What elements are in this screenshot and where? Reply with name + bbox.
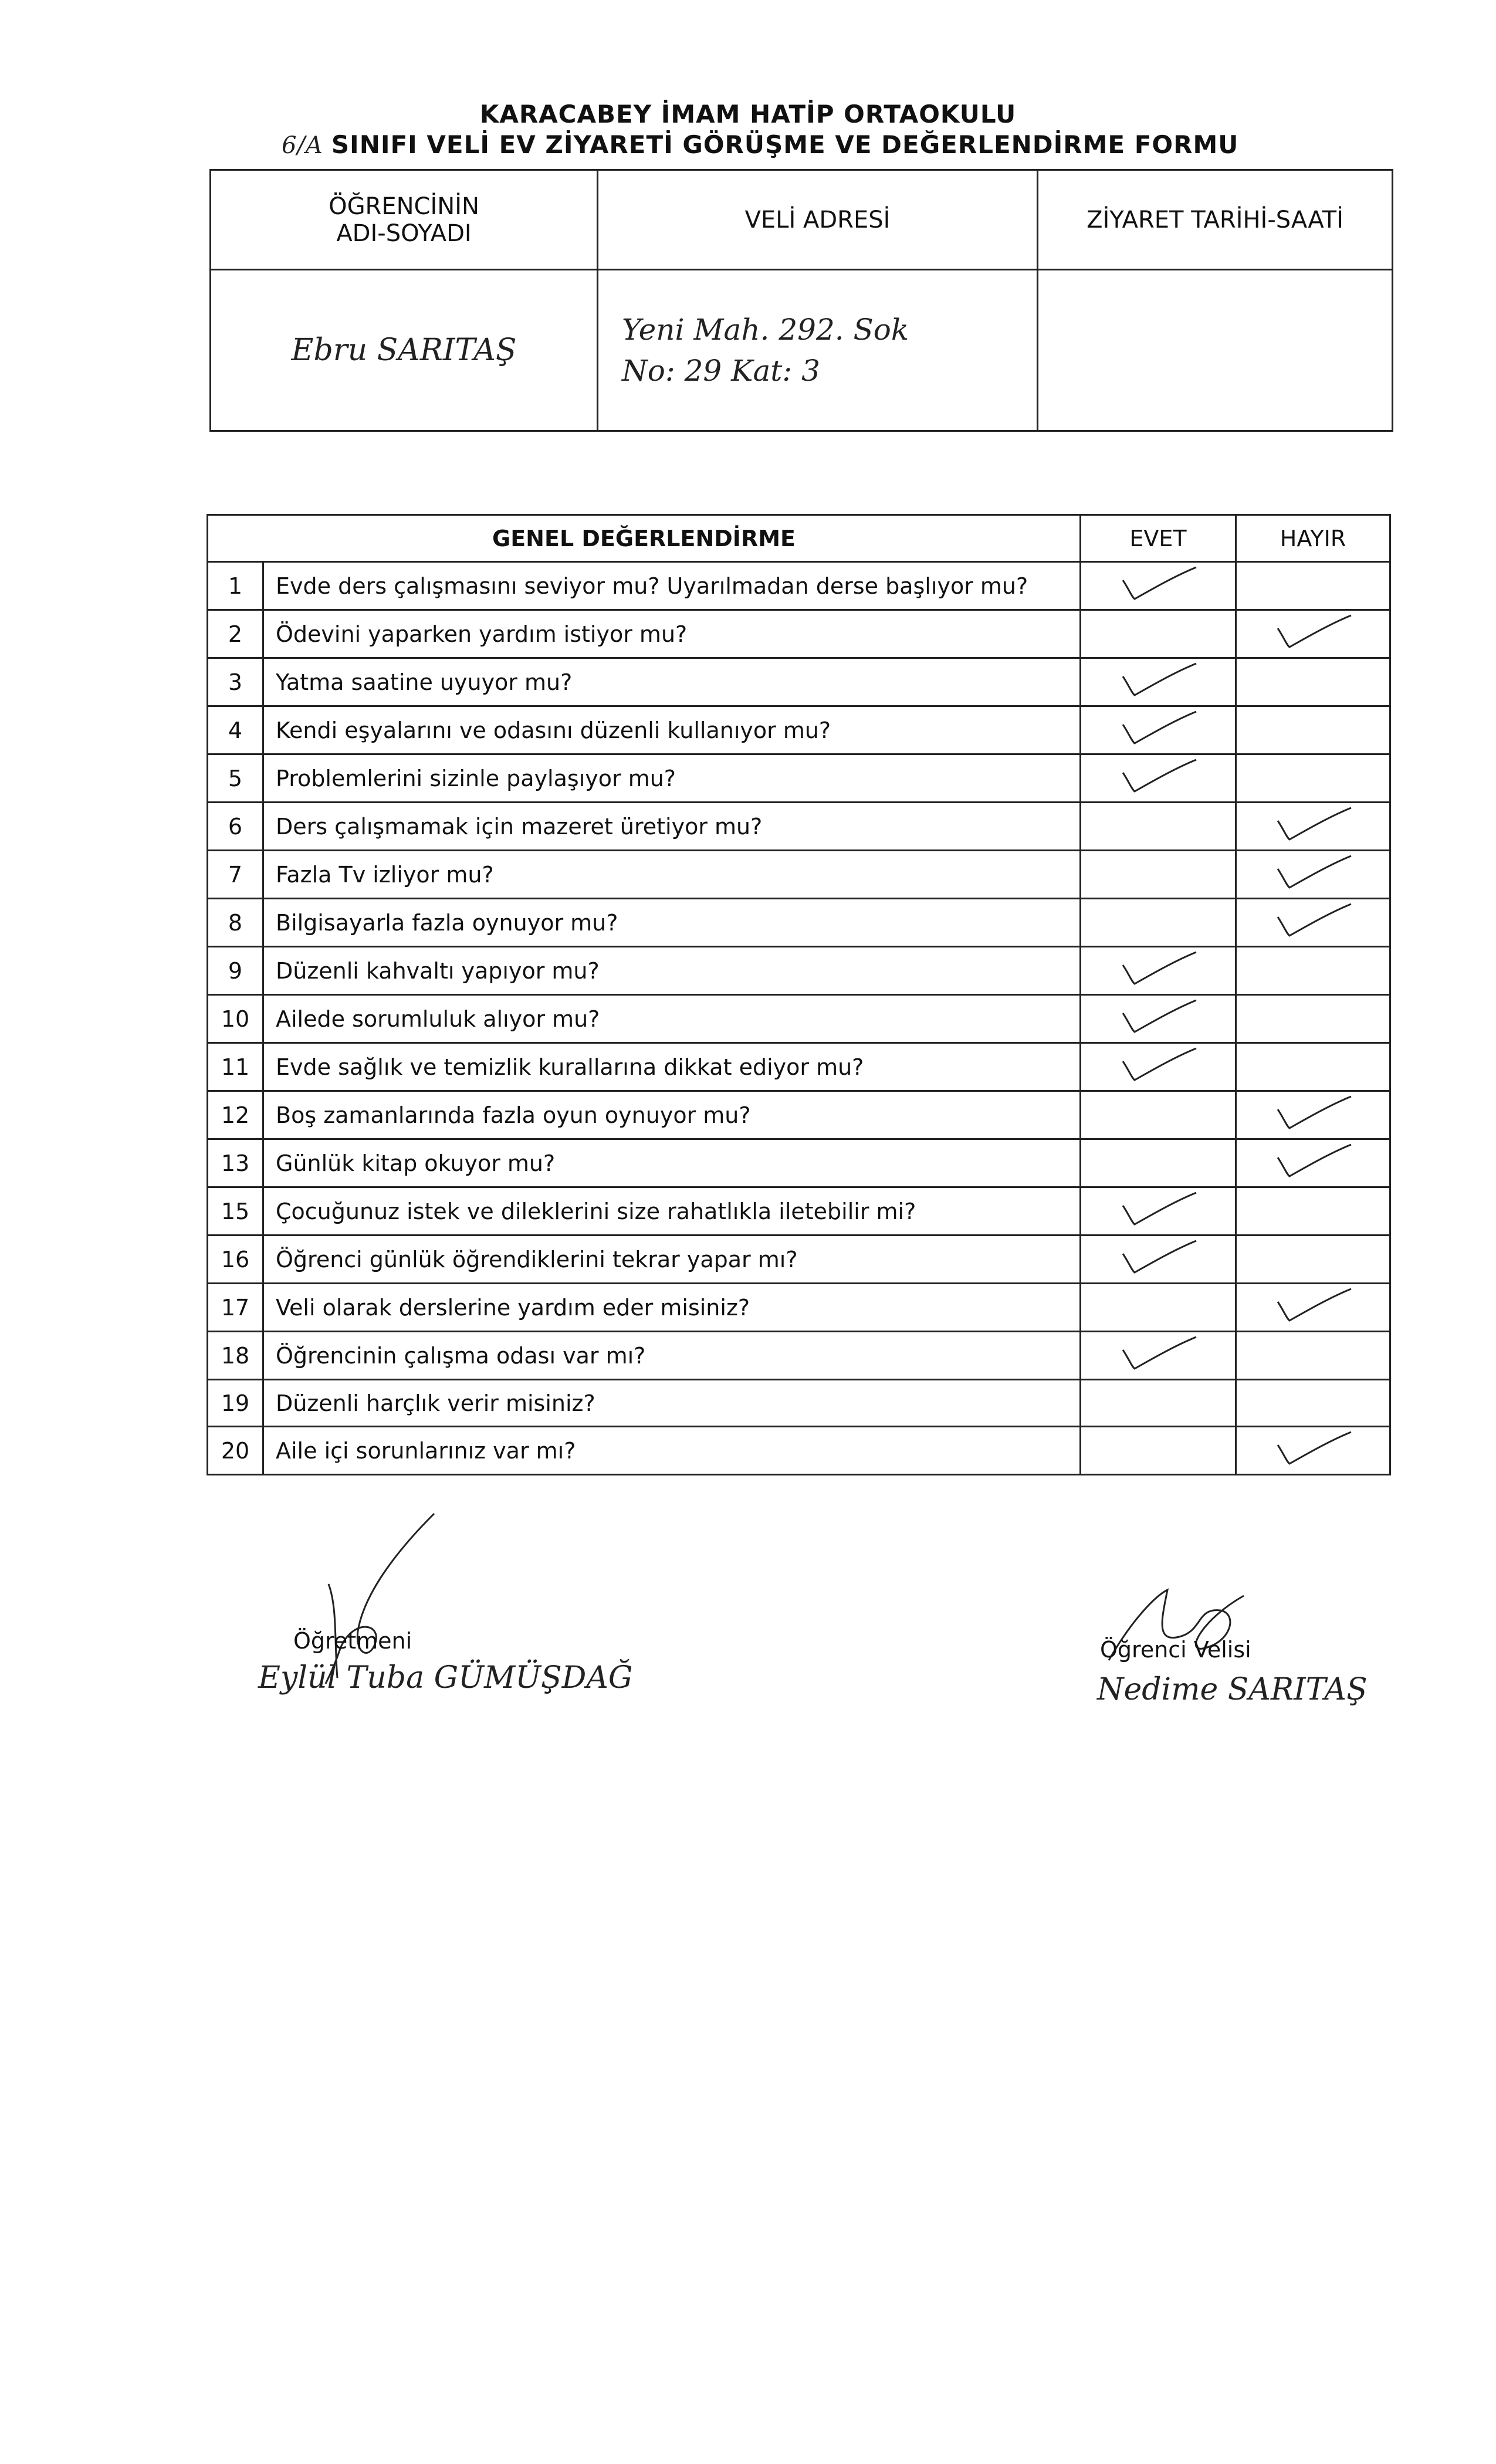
class-prefix: 6/A bbox=[282, 132, 323, 159]
question-text: Boş zamanlarında fazla oyun oynuyor mu? bbox=[263, 1091, 1081, 1139]
check-mark-icon bbox=[1266, 1140, 1360, 1181]
yes-answer-cell bbox=[1081, 754, 1236, 803]
address-line1: Yeni Mah. 292. Sok bbox=[622, 313, 909, 347]
question-number: 2 bbox=[208, 610, 263, 658]
question-text: Öğrencinin çalışma odası var mı? bbox=[263, 1332, 1081, 1380]
yes-answer-cell bbox=[1081, 947, 1236, 995]
question-number: 11 bbox=[208, 1043, 263, 1091]
teacher-name: Eylül Tuba GÜMÜŞDAĞ bbox=[258, 1660, 633, 1695]
table-row bbox=[208, 562, 1390, 610]
table-row bbox=[208, 1139, 1390, 1187]
question-number: 20 bbox=[208, 1427, 263, 1475]
no-answer-cell bbox=[1236, 899, 1390, 947]
check-mark-icon bbox=[1111, 563, 1205, 604]
yes-answer-cell bbox=[1081, 803, 1236, 851]
parent-label: Öğrenci Velisi bbox=[1100, 1637, 1251, 1663]
yes-answer-cell bbox=[1081, 995, 1236, 1043]
check-mark-icon bbox=[1111, 1236, 1205, 1277]
check-mark-icon bbox=[1266, 851, 1360, 892]
student-name-header-line2: ADI-SOYADI bbox=[336, 219, 472, 247]
question-number: 9 bbox=[208, 947, 263, 995]
table-row bbox=[208, 1380, 1390, 1427]
question-text: Evde sağlık ve temizlik kurallarına dikkat ediyor mu? bbox=[263, 1043, 1081, 1091]
yes-answer-cell bbox=[1081, 1187, 1236, 1236]
evaluation-rows bbox=[208, 562, 1390, 1475]
table-row bbox=[208, 1091, 1390, 1139]
no-answer-cell bbox=[1236, 1427, 1390, 1475]
parent-name: Nedime SARITAŞ bbox=[1097, 1672, 1368, 1707]
student-name-cell bbox=[211, 270, 598, 431]
no-answer-cell bbox=[1236, 803, 1390, 851]
no-answer-cell bbox=[1236, 1091, 1390, 1139]
check-mark-icon bbox=[1111, 996, 1205, 1037]
question-number: 8 bbox=[208, 899, 263, 947]
question-text: Kendi eşyalarını ve odasını düzenli kullanıyor mu? bbox=[263, 706, 1081, 754]
check-mark-icon bbox=[1266, 803, 1360, 844]
form-title-text: SINIFI VELİ EV ZİYARETİ GÖRÜŞME VE DEĞERLENDİRME FORMU bbox=[331, 130, 1239, 159]
check-mark-icon bbox=[1266, 611, 1360, 652]
no-answer-cell bbox=[1236, 562, 1390, 610]
student-name-header-line1: ÖĞRENCİNİN bbox=[329, 192, 479, 220]
address-cell bbox=[598, 270, 1038, 431]
question-number: 12 bbox=[208, 1091, 263, 1139]
question-text: Öğrenci günlük öğrendiklerini tekrar yapar mı? bbox=[263, 1236, 1081, 1284]
student-info-table bbox=[209, 169, 1393, 432]
table-row bbox=[208, 1043, 1390, 1091]
no-answer-cell bbox=[1236, 851, 1390, 899]
yes-answer-cell bbox=[1081, 1043, 1236, 1091]
form-title bbox=[282, 130, 1238, 159]
question-number: 15 bbox=[208, 1187, 263, 1236]
question-text: Ailede sorumluluk alıyor mu? bbox=[263, 995, 1081, 1043]
yes-answer-cell bbox=[1081, 706, 1236, 754]
no-answer-cell bbox=[1236, 754, 1390, 803]
question-text: Veli olarak derslerine yardım eder misiniz? bbox=[263, 1284, 1081, 1332]
no-answer-cell bbox=[1236, 1380, 1390, 1427]
check-mark-icon bbox=[1111, 659, 1205, 700]
teacher-label: Öğretmeni bbox=[293, 1628, 412, 1654]
question-number: 13 bbox=[208, 1139, 263, 1187]
question-text: Evde ders çalışmasını seviyor mu? Uyarılmadan derse başlıyor mu? bbox=[263, 562, 1081, 610]
yes-answer-cell bbox=[1081, 1236, 1236, 1284]
no-answer-cell bbox=[1236, 1284, 1390, 1332]
table-row bbox=[208, 658, 1390, 706]
check-mark-icon bbox=[1266, 899, 1360, 940]
no-answer-cell bbox=[1236, 1332, 1390, 1380]
question-text: Fazla Tv izliyor mu? bbox=[263, 851, 1081, 899]
no-column-header: HAYIR bbox=[1236, 515, 1390, 562]
yes-answer-cell bbox=[1081, 610, 1236, 658]
question-text: Ödevini yaparken yardım istiyor mu? bbox=[263, 610, 1081, 658]
question-text: Bilgisayarla fazla oynuyor mu? bbox=[263, 899, 1081, 947]
visit-datetime-cell bbox=[1038, 270, 1393, 431]
yes-answer-cell bbox=[1081, 1284, 1236, 1332]
yes-column-header: EVET bbox=[1081, 515, 1236, 562]
check-mark-icon bbox=[1111, 707, 1205, 748]
table-row bbox=[208, 754, 1390, 803]
check-mark-icon bbox=[1111, 1044, 1205, 1085]
yes-answer-cell bbox=[1081, 658, 1236, 706]
student-name-header bbox=[211, 170, 598, 270]
table-row bbox=[208, 803, 1390, 851]
check-mark-icon bbox=[1111, 1332, 1205, 1373]
evaluation-title: GENEL DEĞERLENDİRME bbox=[208, 515, 1081, 562]
question-text: Problemlerini sizinle paylaşıyor mu? bbox=[263, 754, 1081, 803]
student-name: Ebru SARITAŞ bbox=[291, 333, 517, 368]
address-line2: No: 29 Kat: 3 bbox=[622, 354, 820, 388]
no-answer-cell bbox=[1236, 947, 1390, 995]
table-row bbox=[208, 1187, 1390, 1236]
visit-datetime-header: ZİYARET TARİHİ-SAATİ bbox=[1038, 170, 1393, 270]
check-mark-icon bbox=[1266, 1092, 1360, 1133]
yes-answer-cell bbox=[1081, 1091, 1236, 1139]
no-answer-cell bbox=[1236, 610, 1390, 658]
evaluation-table bbox=[207, 514, 1391, 1475]
no-answer-cell bbox=[1236, 1043, 1390, 1091]
question-text: Yatma saatine uyuyor mu? bbox=[263, 658, 1081, 706]
table-row bbox=[208, 1236, 1390, 1284]
school-title: KARACABEY İMAM HATİP ORTAOKULU bbox=[479, 100, 1017, 128]
table-row bbox=[208, 1427, 1390, 1475]
no-answer-cell bbox=[1236, 706, 1390, 754]
no-answer-cell bbox=[1236, 1187, 1390, 1236]
question-number: 5 bbox=[208, 754, 263, 803]
table-row bbox=[208, 1284, 1390, 1332]
check-mark-icon bbox=[1266, 1427, 1360, 1468]
check-mark-icon bbox=[1111, 947, 1205, 989]
check-mark-icon bbox=[1111, 755, 1205, 796]
no-answer-cell bbox=[1236, 1139, 1390, 1187]
yes-answer-cell bbox=[1081, 899, 1236, 947]
question-number: 4 bbox=[208, 706, 263, 754]
yes-answer-cell bbox=[1081, 851, 1236, 899]
question-text: Düzenli harçlık verir misiniz? bbox=[263, 1380, 1081, 1427]
table-row bbox=[208, 706, 1390, 754]
table-row bbox=[208, 995, 1390, 1043]
question-text: Düzenli kahvaltı yapıyor mu? bbox=[263, 947, 1081, 995]
yes-answer-cell bbox=[1081, 1139, 1236, 1187]
question-text: Aile içi sorunlarınız var mı? bbox=[263, 1427, 1081, 1475]
yes-answer-cell bbox=[1081, 1427, 1236, 1475]
no-answer-cell bbox=[1236, 1236, 1390, 1284]
question-text: Çocuğunuz istek ve dileklerini size rahatlıkla iletebilir mi? bbox=[263, 1187, 1081, 1236]
table-row bbox=[208, 851, 1390, 899]
question-text: Günlük kitap okuyor mu? bbox=[263, 1139, 1081, 1187]
question-number: 10 bbox=[208, 995, 263, 1043]
yes-answer-cell bbox=[1081, 1380, 1236, 1427]
question-number: 6 bbox=[208, 803, 263, 851]
question-number: 18 bbox=[208, 1332, 263, 1380]
table-row bbox=[208, 610, 1390, 658]
table-row bbox=[208, 899, 1390, 947]
table-row bbox=[208, 947, 1390, 995]
question-number: 16 bbox=[208, 1236, 263, 1284]
yes-answer-cell bbox=[1081, 562, 1236, 610]
no-answer-cell bbox=[1236, 995, 1390, 1043]
question-number: 3 bbox=[208, 658, 263, 706]
address-header: VELİ ADRESİ bbox=[598, 170, 1038, 270]
check-mark-icon bbox=[1111, 1188, 1205, 1229]
question-number: 17 bbox=[208, 1284, 263, 1332]
check-mark-icon bbox=[1266, 1284, 1360, 1325]
question-number: 1 bbox=[208, 562, 263, 610]
question-text: Ders çalışmamak için mazeret üretiyor mu? bbox=[263, 803, 1081, 851]
table-row bbox=[208, 1332, 1390, 1380]
question-number: 19 bbox=[208, 1380, 263, 1427]
yes-answer-cell bbox=[1081, 1332, 1236, 1380]
question-number: 7 bbox=[208, 851, 263, 899]
no-answer-cell bbox=[1236, 658, 1390, 706]
